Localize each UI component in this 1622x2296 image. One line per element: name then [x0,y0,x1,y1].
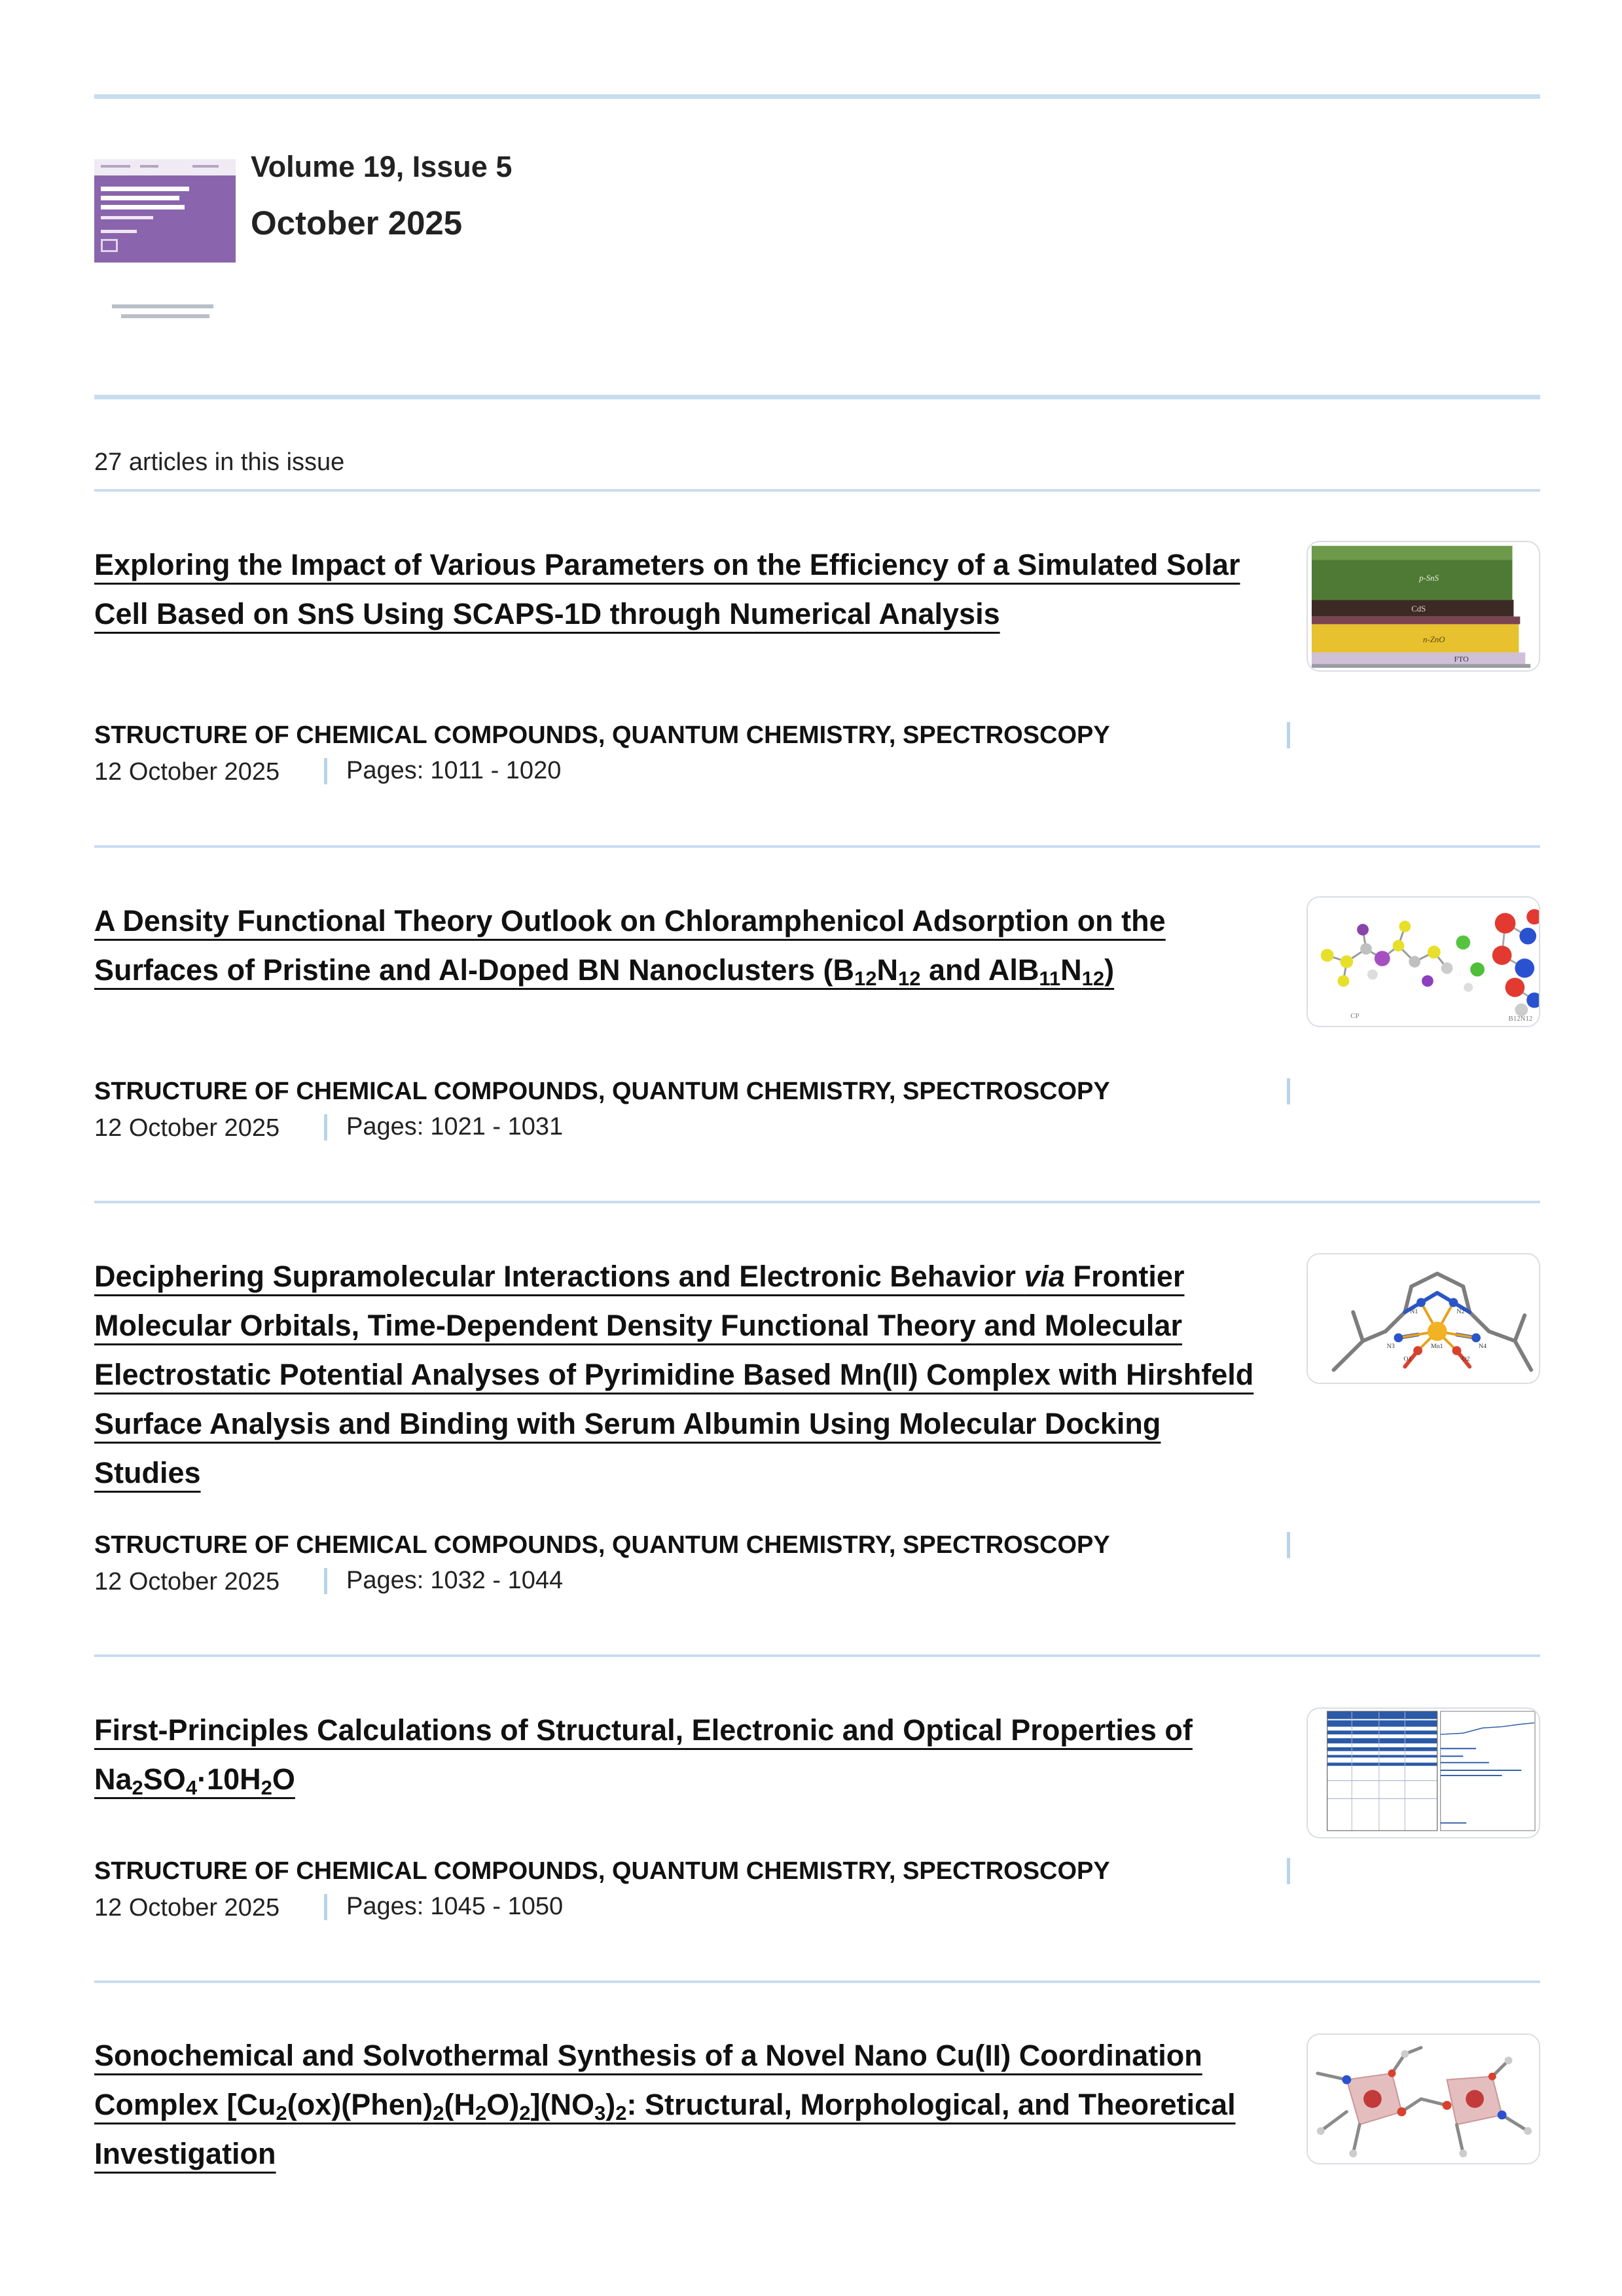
atom-label: N2 [1456,1308,1465,1316]
pages-value: 1011 - 1020 [430,757,562,784]
page-range [346,1567,563,1595]
atom-label: N3 [1386,1343,1395,1351]
article-section: STRUCTURE OF CHEMICAL COMPOUNDS, QUANTUM CHEMISTRY, SPECTROSCOPY [94,1078,1110,1105]
article-thumbnail[interactable] [1307,896,1540,1027]
figure-label: B12N12 [1508,1015,1533,1023]
article-title-link[interactable]: First-Principles Calculations of Structural, Electronic and Optical Properties of $Na_2SO_4\cdot 10H_2O$ [94,1713,1193,1799]
journal-cover-image[interactable] [94,159,236,263]
published-date: 12 October 2025 [94,758,280,786]
meta-separator [324,1568,327,1594]
header-divider [94,395,1540,399]
pages-value: 1045 - 1050 [430,1893,564,1920]
meta-separator [1287,722,1290,748]
article-title-link[interactable]: A Density Functional Theory Outlook on Chloramphenicol Adsorption on the Surfaces of Pristine and Al-Doped BN Nanoclusters ($B_{12}N_{12}$ and $AlB_{11}N_{12}$) [94,904,1166,990]
article-divider [94,845,1540,848]
published-date: 12 October 2025 [94,1114,280,1142]
publisher-logo [112,304,213,308]
band-structure-figure [1308,1709,1539,1837]
pages-value: 1032 - 1044 [430,1567,564,1594]
article-title [94,896,1272,994]
article-section: STRUCTURE OF CHEMICAL COMPOUNDS, QUANTUM CHEMISTRY, SPECTROSCOPY [94,1531,1110,1559]
pages-label: Pages: [346,757,424,784]
cover-header-strip [94,159,236,175]
pages-label: Pages: [346,1113,424,1140]
published-date: 12 October 2025 [94,1568,280,1595]
distributor-logo [121,314,209,318]
meta-separator [1287,1858,1290,1884]
meta-separator [324,1894,327,1920]
pages-label: Pages: [346,1893,424,1920]
published-date: 12 October 2025 [94,1894,280,1922]
atom-label: O2 [1462,1355,1470,1363]
solar-cell-diagram [1308,542,1539,670]
article-title [94,1705,1272,1804]
volume-issue: Volume 19, Issue 5 [251,150,513,183]
figure-label: CP [1350,1012,1360,1021]
article-thumbnail[interactable] [1307,541,1540,672]
meta-separator [1287,1532,1290,1558]
article-thumbnail[interactable] [1307,1253,1540,1384]
article-thumbnail[interactable] [1307,1707,1540,1838]
pages-value: 1021 - 1031 [430,1113,564,1140]
meta-separator [324,1114,327,1140]
page-range [346,1113,563,1141]
article-divider [94,1980,1540,1983]
page-range [346,757,561,785]
cover-badge-icon [101,239,118,252]
atom-label: N4 [1479,1343,1487,1351]
atom-label: N1 [1410,1308,1418,1316]
article-section: STRUCTURE OF CHEMICAL COMPOUNDS, QUANTUM CHEMISTRY, SPECTROSCOPY [94,1857,1110,1885]
article-count: 27 articles in this issue [94,448,345,476]
article-title-link[interactable]: Exploring the Impact of Various Parameters on the Efficiency of a Simulated Solar Cell Based on SnS Using SCAPS-1D through Numerical Analysis [94,548,1240,630]
atom-label: O1 [1403,1355,1412,1363]
article-divider [94,1201,1540,1203]
issue-date: October 2025 [251,204,463,242]
molecule-adsorption-figure [1308,898,1539,1026]
article-title [94,2031,1272,2178]
article-section: STRUCTURE OF CHEMICAL COMPOUNDS, QUANTUM CHEMISTRY, SPECTROSCOPY [94,721,1110,749]
atom-label: Mn1 [1430,1343,1443,1351]
mn-complex-structure-figure [1308,1254,1539,1383]
top-divider [94,94,1540,99]
page-range [346,1893,563,1921]
article-title [94,540,1272,638]
meta-separator [324,758,327,784]
article-title-link[interactable]: Deciphering Supramolecular Interactions and Electronic Behavior via Frontier Molecular Orbitals, Time-Dependent Density Functional Theory and Molecular Electrostatic Potential Analyses of Pyrimidine Based Mn(II) Complex with Hirshfeld Surface Analysis and Binding with Serum Albumin Using Molecular Docking Studies [94,1260,1254,1489]
article-title-link[interactable]: Sonochemical and Solvothermal Synthesis of a Novel Nano Cu(II) Coordination Complex $[Cu_2(ox)(Phen)_2(H_2O)_2](NO_3)_2$: Structural, Morphological, and Theoretical Investigation [94,2039,1236,2170]
layer-label: CdS [1411,604,1426,613]
layer-label: p-SnS [1419,573,1439,583]
article-thumbnail[interactable] [1307,2033,1540,2164]
pages-label: Pages: [346,1567,424,1594]
layer-label: n-ZnO [1423,634,1445,644]
article-divider [94,1654,1540,1657]
meta-separator [1287,1078,1290,1104]
cu-complex-structure-figure [1308,2035,1539,2163]
article-title [94,1252,1272,1497]
layer-label: FTO [1454,654,1469,664]
list-divider [94,489,1540,492]
